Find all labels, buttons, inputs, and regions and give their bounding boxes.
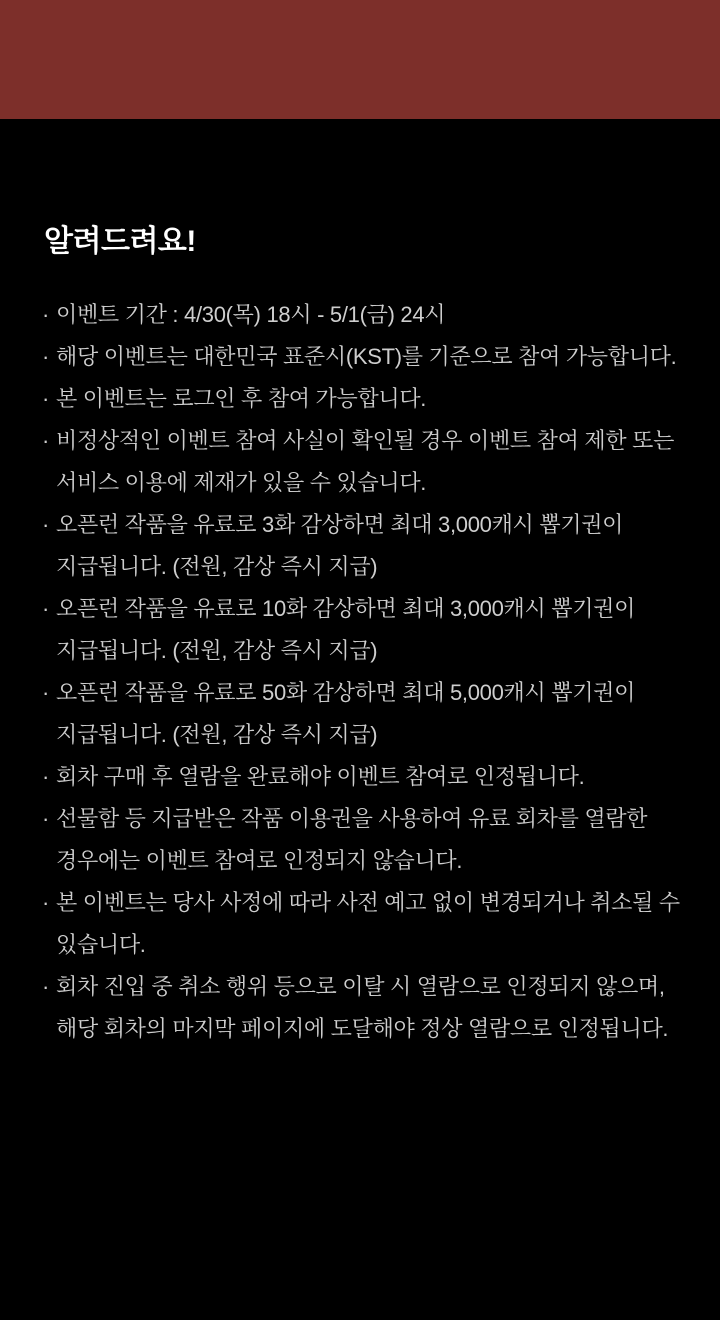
notice-line: 오픈런 작품을 유료로 10화 감상하면 최대 3,000캐시 뽑기권이 bbox=[56, 596, 636, 621]
notice-item bbox=[44, 294, 680, 336]
notice-line: 오픈런 작품을 유료로 3화 감상하면 최대 3,000캐시 뽑기권이 bbox=[56, 512, 624, 537]
notice-item bbox=[44, 588, 680, 672]
bullet-dot: · bbox=[42, 764, 50, 789]
notice-line-wrap: 지급됩니다. (전원, 감상 즉시 지급) bbox=[56, 638, 378, 663]
bullet-dot: · bbox=[42, 596, 50, 621]
bullet-dot: · bbox=[42, 344, 50, 369]
notice-line: 회차 진입 중 취소 행위 등으로 이탈 시 열람으로 인정되지 않으며, bbox=[56, 974, 665, 999]
notice-line: 해당 이벤트는 대한민국 표준시(KST)를 기준으로 참여 가능합니다. bbox=[56, 344, 677, 369]
event-banner-bottom bbox=[0, 0, 720, 119]
notice-item bbox=[44, 378, 680, 420]
notice-title: 알려드려요! bbox=[44, 225, 196, 258]
notice-item bbox=[44, 336, 680, 378]
notice-item bbox=[44, 882, 680, 966]
notice-line-wrap: 있습니다. bbox=[56, 932, 146, 957]
notice-line: 본 이벤트는 로그인 후 참여 가능합니다. bbox=[56, 386, 427, 411]
notice-line-wrap: 서비스 이용에 제재가 있을 수 있습니다. bbox=[56, 470, 427, 495]
notice-line-wrap: 지급됩니다. (전원, 감상 즉시 지급) bbox=[56, 722, 378, 747]
bullet-dot: · bbox=[42, 974, 50, 999]
notice-list bbox=[44, 294, 680, 1050]
notice-item bbox=[44, 420, 680, 504]
notice-line: 비정상적인 이벤트 참여 사실이 확인될 경우 이벤트 참여 제한 또는 bbox=[56, 428, 675, 453]
bullet-dot: · bbox=[42, 890, 50, 915]
bullet-dot: · bbox=[42, 512, 50, 537]
notice-item bbox=[44, 504, 680, 588]
notice-item bbox=[44, 672, 680, 756]
bullet-dot: · bbox=[42, 428, 50, 453]
notice-item bbox=[44, 966, 680, 1050]
notice-line: 본 이벤트는 당사 사정에 따라 사전 예고 없이 변경되거나 취소될 수 bbox=[56, 890, 680, 915]
bullet-dot: · bbox=[42, 386, 50, 411]
notice-line-wrap: 경우에는 이벤트 참여로 인정되지 않습니다. bbox=[56, 848, 463, 873]
notice-line-wrap: 지급됩니다. (전원, 감상 즉시 지급) bbox=[56, 554, 378, 579]
notice-item bbox=[44, 798, 680, 882]
notice-line-wrap: 해당 회차의 마지막 페이지에 도달해야 정상 열람으로 인정됩니다. bbox=[56, 1016, 669, 1041]
notice-line: 이벤트 기간 : 4/30(목) 18시 - 5/1(금) 24시 bbox=[56, 302, 446, 327]
notice-item bbox=[44, 756, 680, 798]
bullet-dot: · bbox=[42, 680, 50, 705]
bullet-dot: · bbox=[42, 806, 50, 831]
notice-line: 오픈런 작품을 유료로 50화 감상하면 최대 5,000캐시 뽑기권이 bbox=[56, 680, 636, 705]
notice-line: 회차 구매 후 열람을 완료해야 이벤트 참여로 인정됩니다. bbox=[56, 764, 585, 789]
bullet-dot: · bbox=[42, 302, 50, 327]
notice-line: 선물함 등 지급받은 작품 이용권을 사용하여 유료 회차를 열람한 bbox=[56, 806, 648, 831]
notice-section bbox=[0, 224, 720, 1050]
